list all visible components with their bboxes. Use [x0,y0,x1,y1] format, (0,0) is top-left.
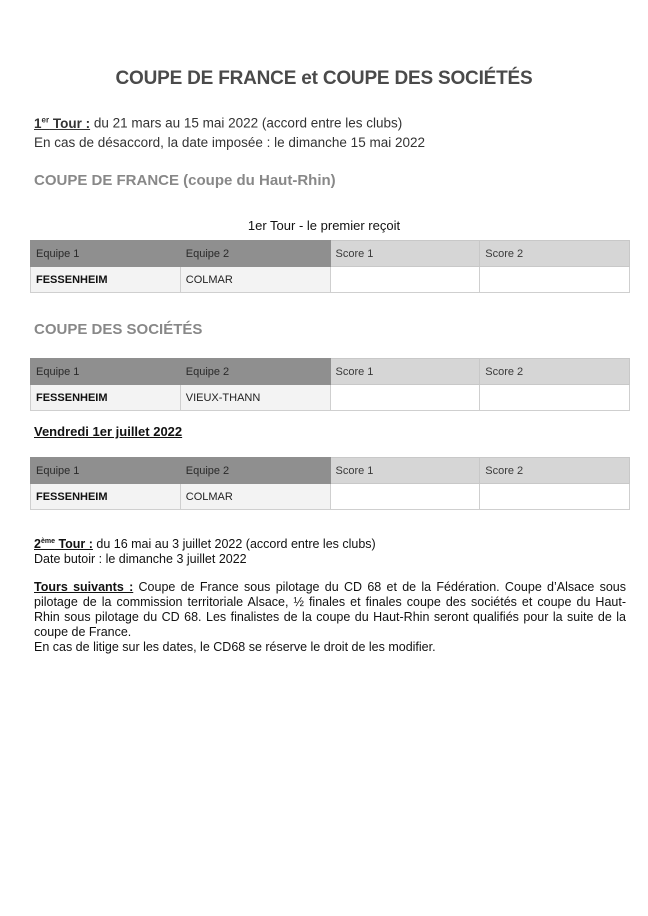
cell-score1 [330,484,480,510]
cell-score1 [330,385,480,411]
vendredi-table [30,457,630,510]
round2-deadline: Date butoir : le dimanche 3 juillet 2022 [34,552,247,567]
coupe-des-societes-table [30,358,630,411]
cell-team2: VIEUX-THANN [180,385,330,411]
header-score-2: Score 2 [480,359,630,385]
document-title: COUPE DE FRANCE et COUPE DES SOCIÉTÉS [115,68,533,89]
header-equipe-2: Equipe 2 [180,359,330,385]
round1-label: 1er Tour : [34,115,91,131]
round1-dates: du 21 mars au 15 mai 2022 (accord entre les clubs) [90,115,403,131]
round2-label: 2ème Tour : [34,537,93,552]
cell-team1: FESSENHEIM [31,267,181,293]
cell-score1 [330,267,480,293]
cell-team2: COLMAR [180,267,330,293]
vendredi-heading: Vendredi 1er juillet 2022 [34,424,183,439]
table-caption: 1er Tour - le premier reçoit [247,218,401,233]
header-equipe-1: Equipe 1 [31,458,181,484]
header-score-1: Score 1 [330,458,480,484]
cell-team1: FESSENHEIM [31,484,181,510]
table-header-row [31,359,630,385]
header-equipe-1: Equipe 1 [31,241,181,267]
cell-score2 [480,385,630,411]
coupe-des-societes-heading: COUPE DES SOCIÉTÉS [34,321,203,338]
litige-paragraph: En cas de litige sur les dates, le CD68 se réserve le droit de les modifier. [34,640,436,654]
header-equipe-2: Equipe 2 [180,458,330,484]
tours-suivants [34,580,626,655]
cell-team1: FESSENHEIM [31,385,181,411]
tours-suivants-label: Tours suivants : [34,580,134,594]
table-header-row [31,458,630,484]
table-header-row [31,241,630,267]
round1-info [34,110,425,152]
table-row [31,385,630,411]
table-row [31,267,630,293]
header-score-2: Score 2 [480,241,630,267]
coupe-de-france-table [30,240,630,293]
cell-team2: COLMAR [180,484,330,510]
header-equipe-2: Equipe 2 [180,241,330,267]
round2-dates: du 16 mai au 3 juillet 2022 (accord entre les clubs) [92,537,376,552]
round1-line [34,110,425,133]
header-score-2: Score 2 [480,458,630,484]
round1-fallback: En cas de désaccord, la date imposée : le dimanche 15 mai 2022 [34,134,425,150]
round2-info [34,534,376,567]
coupe-de-france-heading: COUPE DE FRANCE (coupe du Haut-Rhin) [34,172,336,189]
header-equipe-1: Equipe 1 [31,359,181,385]
header-score-1: Score 1 [330,241,480,267]
cell-score2 [480,484,630,510]
header-score-1: Score 1 [330,359,480,385]
cell-score2 [480,267,630,293]
table-row [31,484,630,510]
tours-suivants-text: Coupe de France sous pilotage du CD 68 et de la Fédération. Coupe d’Alsace sous pilotage de la commission territoriale Alsace, ½ finales et finales coupe des sociétés et coupe du Haut-Rhin sous pilotage du CD 68. Les finalistes de la coupe du Haut-Rhin seront qualifiés pour la suite de la coupe de France. [34,580,626,639]
tours-suivants-paragraph [34,580,626,640]
round2-line [34,534,376,552]
